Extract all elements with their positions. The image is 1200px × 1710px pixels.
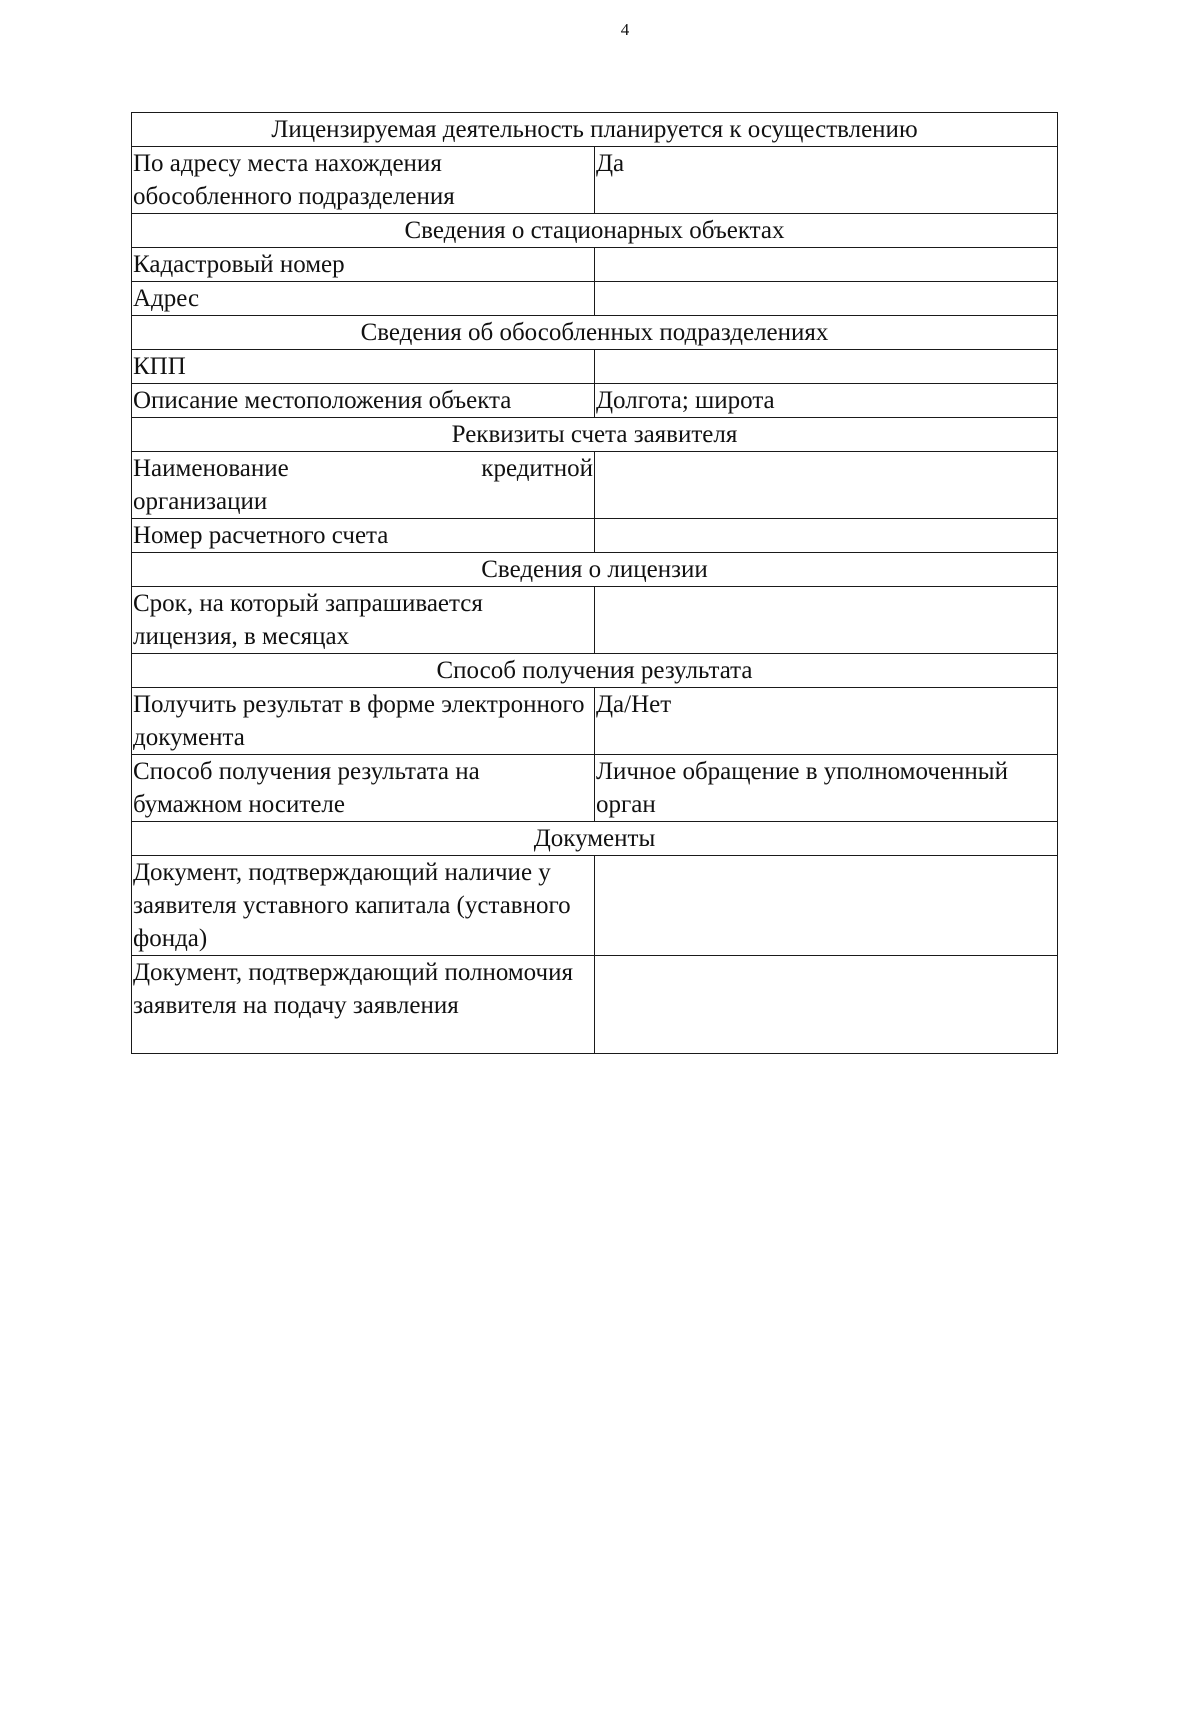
field-label-subdivision-address: По адресу места нахождения обособленного подразделения [132,147,595,214]
section-title-account: Реквизиты счета заявителя [132,418,1058,452]
table-row [132,350,1058,384]
section-title-subdivisions: Сведения об обособленных подразделениях [132,316,1058,350]
field-value-electronic-result[interactable]: Да/Нет [595,688,1058,755]
field-label-credit-organization [132,452,595,519]
field-value-subdivision-address[interactable]: Да [595,147,1058,214]
field-label-kpp: КПП [132,350,595,384]
table-row [132,755,1058,822]
field-value-account-number[interactable] [595,519,1058,553]
section-title-activity: Лицензируемая деятельность планируется к осуществлению [132,113,1058,147]
section-header-row [132,418,1058,452]
field-value-capital-document[interactable] [595,856,1058,956]
table-row [132,519,1058,553]
field-value-kpp[interactable] [595,350,1058,384]
table-row [132,248,1058,282]
section-header-row [132,113,1058,147]
table-row [132,587,1058,654]
field-value-address[interactable] [595,282,1058,316]
table-row [132,384,1058,418]
section-header-row [132,214,1058,248]
field-label-account-number: Номер расчетного счета [132,519,595,553]
field-label-address: Адрес [132,282,595,316]
table-row [132,956,1058,1054]
field-value-paper-result[interactable]: Личное обращение в уполномоченный орган [595,755,1058,822]
table-row [132,452,1058,519]
section-header-row [132,553,1058,587]
field-label-location-description: Описание местоположения объекта [132,384,595,418]
field-label-capital-document: Документ, подтверждающий наличие у заявителя уставного капитала (уставного фонда) [132,856,595,956]
field-label-credit-organization-line2: организации [133,488,268,515]
field-label-electronic-result: Получить результат в форме электронного документа [132,688,595,755]
page-number: 4 [620,20,630,39]
field-label-paper-result: Способ получения результата на бумажном носителе [132,755,595,822]
field-value-location-description[interactable]: Долгота; широта [595,384,1058,418]
field-label-authority-document: Документ, подтверждающий полномочия заявителя на подачу заявления [132,956,595,1054]
field-value-cadastral-number[interactable] [595,248,1058,282]
table-row [132,147,1058,214]
section-header-row [132,654,1058,688]
section-title-stationary-objects: Сведения о стационарных объектах [132,214,1058,248]
field-value-license-term[interactable] [595,587,1058,654]
field-value-authority-document[interactable] [595,956,1058,1054]
section-header-row [132,822,1058,856]
table-row [132,282,1058,316]
section-header-row [132,316,1058,350]
application-form-table [131,112,1058,1054]
table-row [132,688,1058,755]
field-label-credit-organization-word2: кредитной [481,455,593,482]
field-label-cadastral-number: Кадастровый номер [132,248,595,282]
section-title-result: Способ получения результата [132,654,1058,688]
section-title-documents: Документы [132,822,1058,856]
field-label-license-term: Срок, на который запрашивается лицензия, в месяцах [132,587,595,654]
section-title-license: Сведения о лицензии [132,553,1058,587]
table-row [132,856,1058,956]
field-value-credit-organization[interactable] [595,452,1058,519]
field-label-credit-organization-word1: Наименование [133,455,289,482]
